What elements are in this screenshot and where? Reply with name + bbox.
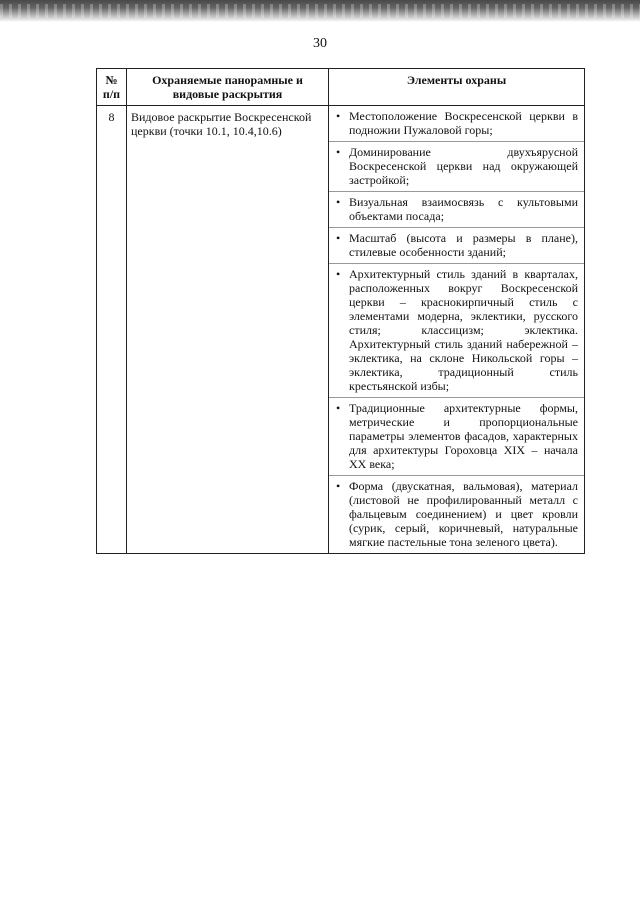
header-num: № п/п	[97, 69, 127, 106]
page-number: 30	[313, 36, 327, 51]
bullet-icon: •	[336, 195, 341, 209]
elements-list	[329, 106, 584, 553]
list-item	[329, 475, 584, 553]
list-item	[329, 191, 584, 227]
table-row	[97, 106, 585, 554]
list-item-text: Традиционные архитектурные формы, метрические и пропорциональные параметры элементов фасадов, характерных для архитектуры Гороховца XIX – начала XX века;	[349, 401, 578, 471]
list-item	[329, 141, 584, 191]
list-item-text: Доминирование двухъярусной Воскресенской церкви над окружающей застройкой;	[349, 145, 578, 187]
header-name: Охраняемые панорамные и видовые раскрытия	[127, 69, 329, 106]
table-header-row	[97, 69, 585, 106]
list-item	[329, 227, 584, 263]
list-item-text: Местоположение Воскресенской церкви в подножии Пужаловой горы;	[349, 109, 578, 137]
list-item	[329, 106, 584, 141]
protection-table	[96, 68, 585, 554]
row-num: 8	[97, 106, 127, 554]
row-elements	[329, 106, 585, 554]
list-item-text: Визуальная взаимосвязь с культовыми объектами посада;	[349, 195, 578, 223]
bullet-icon: •	[336, 267, 341, 281]
list-item-text: Форма (двускатная, вальмовая), материал (листовой не профилированный металл с фальцевым соединением) и цвет кровли (сурик, серый, коричневый, натуральные мягкие пастельные тона зеленого цвета).	[349, 479, 578, 549]
list-item-text: Масштаб (высота и размеры в плане), стилевые особенности зданий;	[349, 231, 578, 259]
bullet-icon: •	[336, 231, 341, 245]
bullet-icon: •	[336, 401, 341, 415]
list-item-text: Архитектурный стиль зданий в кварталах, расположенных вокруг Воскресенской церкви – краснокирпичный стиль с элементами модерна, эклектики, русского стиля; классицизм; эклектика. Архитектурный стиль зданий набережной – эклектика, на склоне Никольской горы – эклектика, традиционный стиль крестьянской избы;	[349, 267, 578, 393]
bullet-icon: •	[336, 145, 341, 159]
list-item	[329, 263, 584, 397]
scan-edge-artifact	[0, 0, 640, 22]
bullet-icon: •	[336, 109, 341, 123]
bullet-icon: •	[336, 479, 341, 493]
row-name: Видовое раскрытие Воскресенской церкви (точки 10.1, 10.4,10.6)	[127, 106, 329, 554]
header-elements: Элементы охраны	[329, 69, 585, 106]
list-item	[329, 397, 584, 475]
